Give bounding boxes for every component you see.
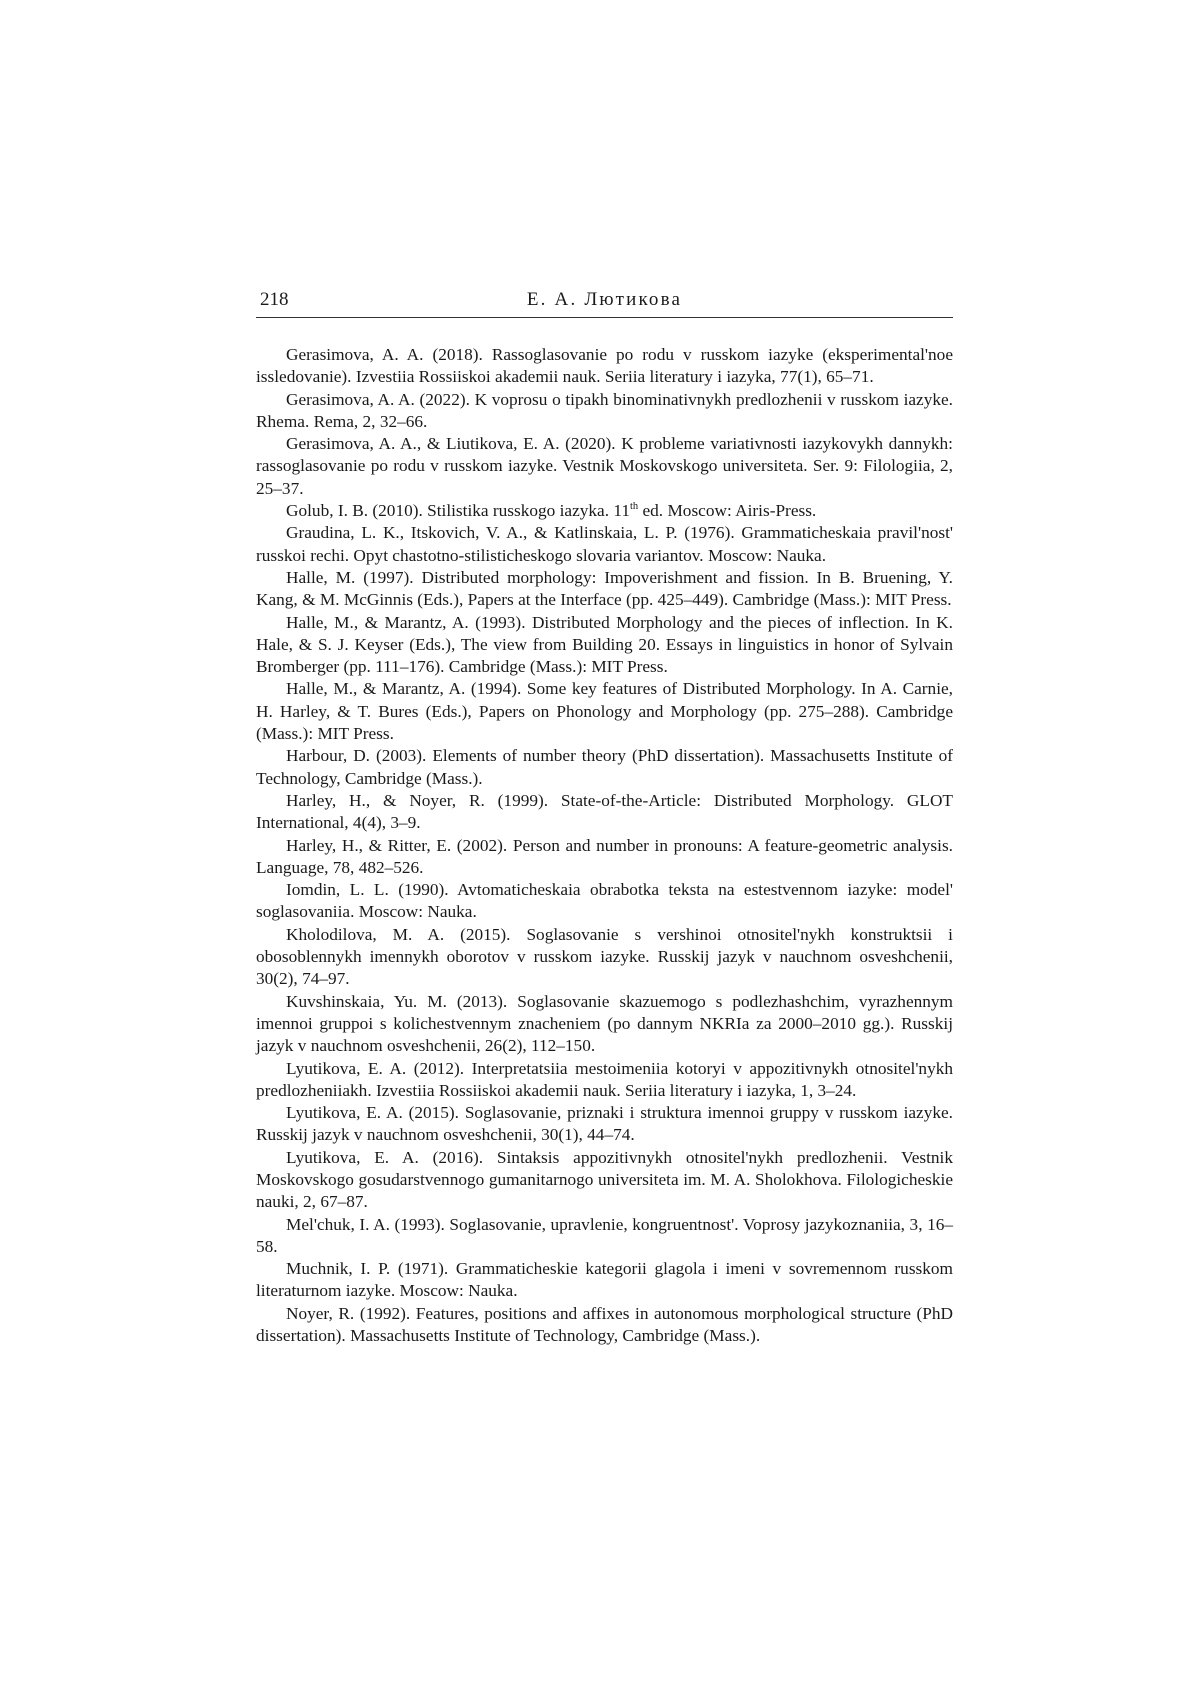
reference-item: Lyutikova, E. A. (2015). Soglasovanie, priznaki i struktura imennoi gruppy v russkom iazyke. Russkij jazyk v nauchnom osveshchenii, 30(1), 44–74. <box>256 1103 953 1145</box>
reference-list <box>256 344 953 1347</box>
reference-item: Gerasimova, A. A. (2022). K voprosu o tipakh binominativnykh predlozhenii v russkom iazyke. Rhema. Rema, 2, 32–66. <box>256 389 953 431</box>
running-head: Е. А. Лютикова <box>526 289 683 310</box>
reference-item: Kuvshinskaia, Yu. M. (2013). Soglasovanie skazuemogo s podlezhashchim, vyrazhennym imennoi gruppoi s kolichestvennym znacheniem (po dannym NKRIa za 2000–2010 gg.). Russkij jazyk v nauchnom osveshchenii, 26(2), 112–150. <box>256 991 953 1056</box>
reference-item: Iomdin, L. L. (1990). Avtomaticheskaia obrabotka teksta na estestvennom iazyke: model' soglasovaniia. Moscow: Nauka. <box>256 880 953 922</box>
reference-item: Mel'chuk, I. A. (1993). Soglasovanie, upravlenie, kongruentnost'. Voprosy jazykoznaniia, 3, 16–58. <box>256 1214 953 1256</box>
reference-text: Golub, I. B. (2010). Stilistika russkogo iazyka. 11 <box>286 501 630 521</box>
reference-item <box>256 500 953 522</box>
reference-item: Muchnik, I. P. (1971). Grammaticheskie kategorii glagola i imeni v sovremennom russkom literaturnom iazyke. Moscow: Nauka. <box>256 1259 953 1301</box>
page-number: 218 <box>260 289 289 310</box>
superscript: th <box>630 501 639 513</box>
reference-item: Lyutikova, E. A. (2012). Interpretatsiia mestoimeniia kotoryi v appozitivnykh otnositel'nykh predlozheniiakh. Izvestiia Rossiiskoi akademii nauk. Seriia literatury i iazyka, 1, 3–24. <box>256 1058 953 1100</box>
reference-item: Gerasimova, A. A., & Liutikova, E. A. (2020). K probleme variativnosti iazykovykh dannykh: rassoglasovanie po rodu v russkom iazyke. Vestnik Moskovskogo universiteta. Ser. 9: Filologiia, 2, 25–37. <box>256 434 953 498</box>
reference-item: Gerasimova, A. A. (2018). Rassoglasovanie po rodu v russkom iazyke (eksperimental'noe issledovanie). Izvestiia Rossiiskoi akademii nauk. Seriia literatury i iazyka, 77(1), 65–71. <box>256 345 953 387</box>
reference-item: Harley, H., & Ritter, E. (2002). Person and number in pronouns: A feature-geometric analysis. Language, 78, 482–526. <box>256 835 953 877</box>
reference-item: Halle, M., & Marantz, A. (1993). Distributed Morphology and the pieces of inflection. In K. Hale, & S. J. Keyser (Eds.), The view from Building 20. Essays in linguistics in honor of Sylvain Bromberger (pp. 111–176). Cambridge (Mass.): MIT Press. <box>256 612 953 677</box>
reference-item: Noyer, R. (1992). Features, positions and affixes in autonomous morphological structure (PhD dissertation). Massachusetts Institute of Technology, Cambridge (Mass.). <box>256 1303 953 1346</box>
reference-text: ed. Moscow: Airis-Press. <box>638 501 817 521</box>
reference-item: Harbour, D. (2003). Elements of number theory (PhD dissertation). Massachusetts Institute of Technology, Cambridge (Mass.). <box>256 746 953 788</box>
reference-item: Harley, H., & Noyer, R. (1999). State-of-the-Article: Distributed Morphology. GLOT International, 4(4), 3–9. <box>256 790 953 833</box>
reference-item: Kholodilova, M. A. (2015). Soglasovanie s vershinoi otnositel'nykh konstruktsii i obosoblennykh imennykh oborotov v russkom iazyke. Russkij jazyk v nauchnom osveshchenii, 30(2), 74–97. <box>256 924 953 989</box>
reference-item: Halle, M. (1997). Distributed morphology: Impoverishment and fission. In B. Bruening, Y. Kang, & M. McGinnis (Eds.), Papers at the Interface (pp. 425–449). Cambridge (Mass.): MIT Press. <box>256 567 953 610</box>
reference-item: Halle, M., & Marantz, A. (1994). Some key features of Distributed Morphology. In A. Carnie, H. Harley, & T. Bures (Eds.), Papers on Phonology and Morphology (pp. 275–288). Cambridge (Mass.): MIT Press. <box>256 679 953 744</box>
reference-item: Lyutikova, E. A. (2016). Sintaksis appozitivnykh otnositel'nykh predlozhenii. Vestnik Moskovskogo gosudarstvennogo gumanitarnogo universiteta im. M. A. Sholokhova. Filologicheskie nauki, 2, 67–87. <box>256 1147 953 1212</box>
reference-item: Graudina, L. K., Itskovich, V. A., & Katlinskaia, L. P. (1976). Grammaticheskaia pravil'nost' russkoi rechi. Opyt chastotno-stilisticheskogo slovaria variantov. Moscow: Nauka. <box>256 523 953 565</box>
page-header <box>256 287 953 318</box>
